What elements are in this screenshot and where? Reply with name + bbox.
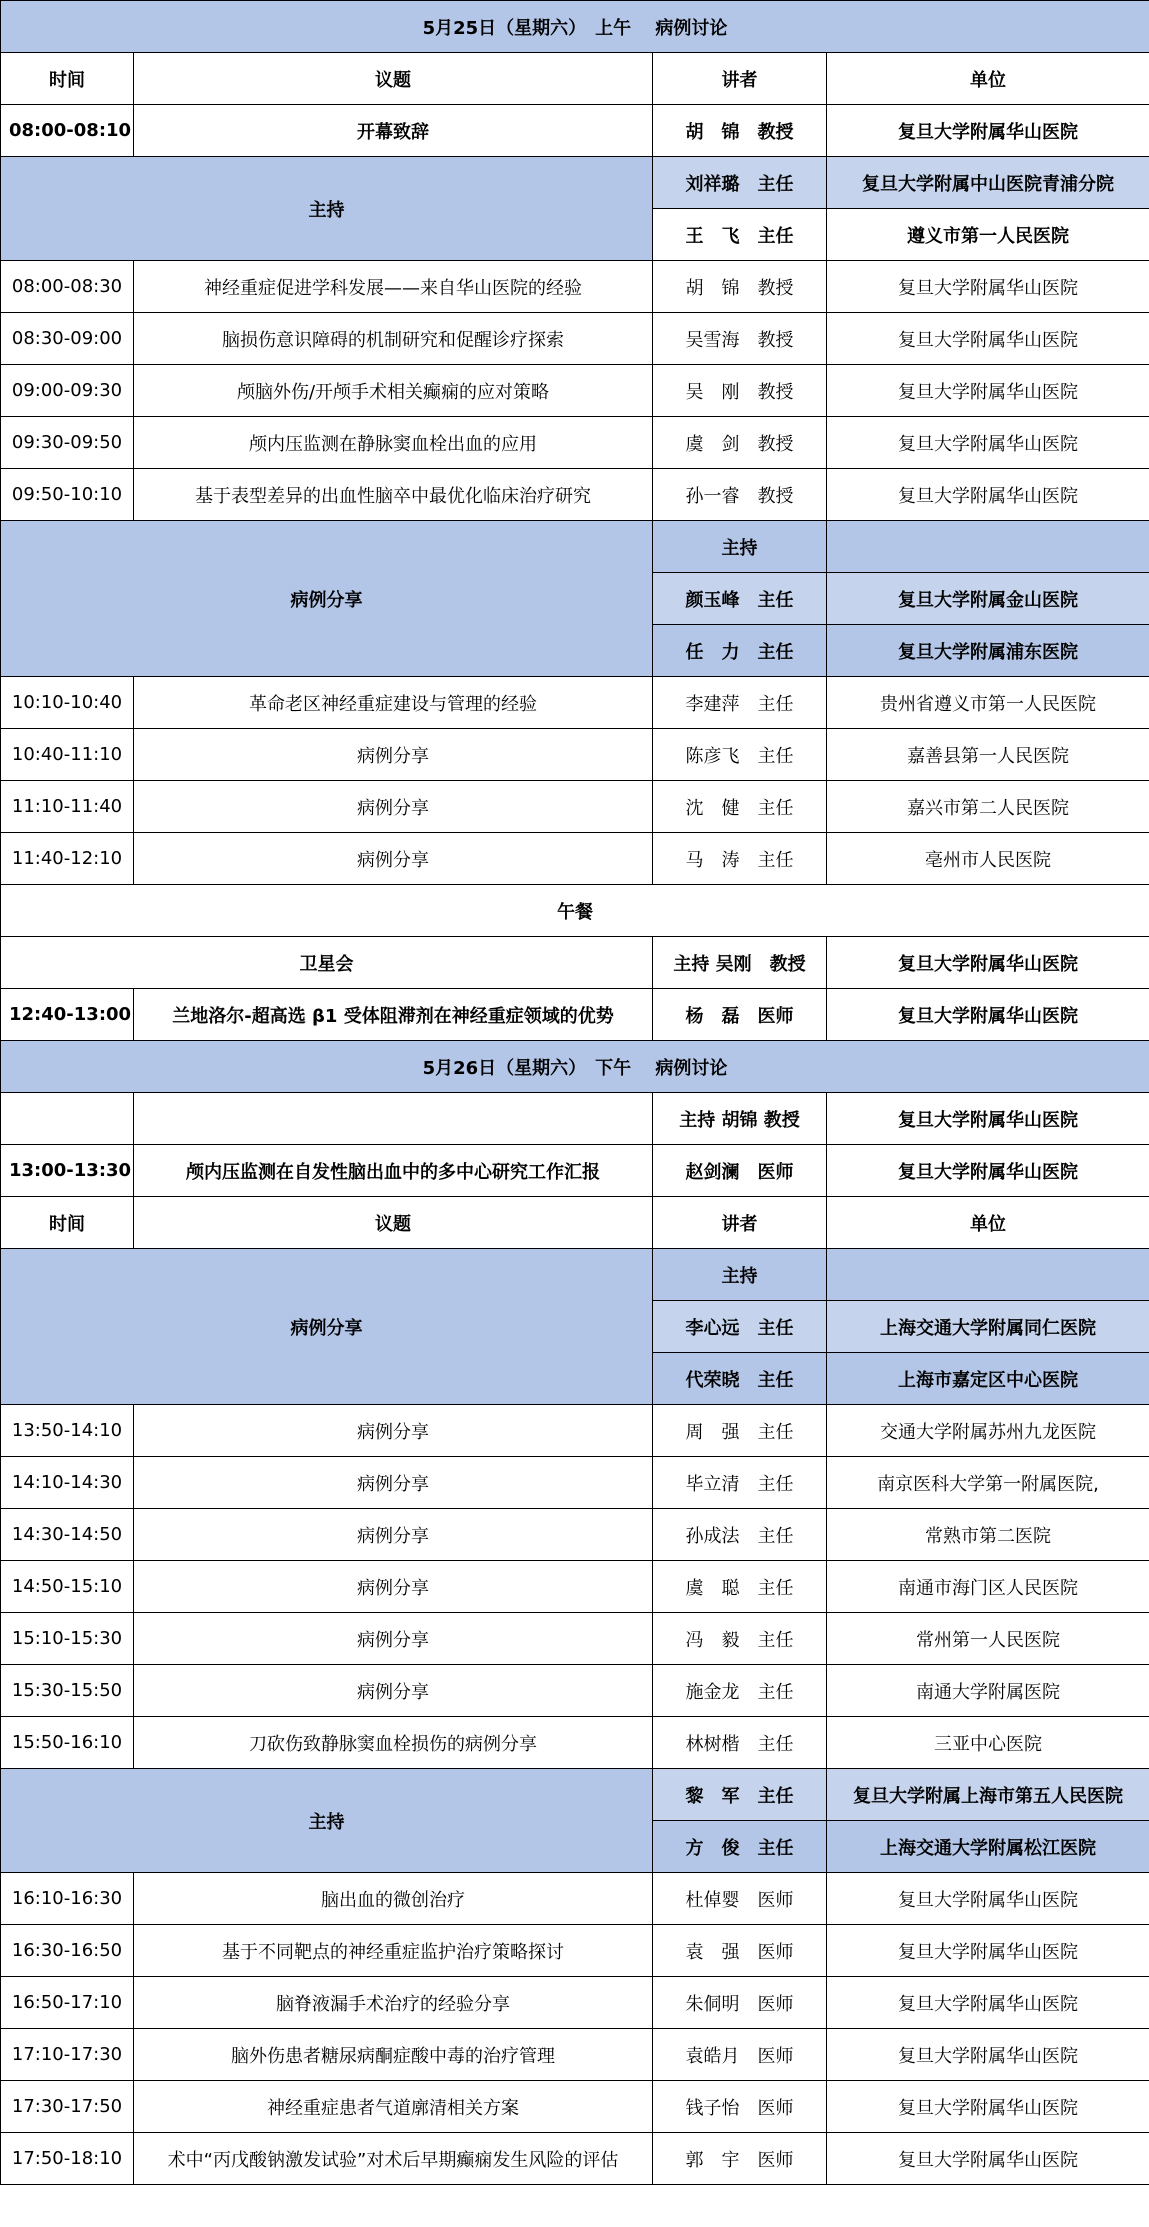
host-speaker: 黎 军 主任 <box>653 1769 827 1821</box>
talk-time: 14:30-14:50 <box>1 1509 134 1561</box>
talk-time: 16:10-16:30 <box>1 1873 134 1925</box>
session-header-row <box>1 521 1149 573</box>
talk-unit: 贵州省遵义市第一人民医院 <box>827 677 1149 729</box>
host-speaker: 李心远 主任 <box>653 1301 827 1353</box>
host-speaker: 代荣晓 主任 <box>653 1353 827 1405</box>
opening-row <box>1 105 1149 157</box>
talk-unit: 嘉兴市第二人民医院 <box>827 781 1149 833</box>
table-row <box>1 2133 1149 2185</box>
talk-speaker: 吴 刚 教授 <box>653 365 827 417</box>
table-row <box>1 469 1149 521</box>
host-label: 主持 <box>1 157 653 261</box>
talk-topic: 病例分享 <box>134 1405 653 1457</box>
talk-topic: 病例分享 <box>134 833 653 885</box>
talk-topic: 脑脊液漏手术治疗的经验分享 <box>134 1977 653 2029</box>
talk-unit: 复旦大学附属华山医院 <box>827 417 1149 469</box>
talk-unit: 南京医科大学第一附属医院, <box>827 1457 1149 1509</box>
talk-time: 13:00-13:30 <box>1 1145 134 1197</box>
host-speaker: 颜玉峰 主任 <box>653 573 827 625</box>
table-row <box>1 313 1149 365</box>
satellite-label: 卫星会 <box>1 937 653 989</box>
satellite-speaker: 杨 磊 医师 <box>653 989 827 1041</box>
talk-speaker: 林树楷 主任 <box>653 1717 827 1769</box>
talk-unit: 复旦大学附属华山医院 <box>827 1925 1149 1977</box>
header-unit: 单位 <box>827 1197 1149 1249</box>
table-row <box>1 1457 1149 1509</box>
talk-time: 08:00-08:30 <box>1 261 134 313</box>
host-row <box>1 1769 1149 1821</box>
table-row <box>1 677 1149 729</box>
talk-topic: 病例分享 <box>134 729 653 781</box>
opening-unit: 复旦大学附属华山医院 <box>827 105 1149 157</box>
talk-topic: 颅脑外伤/开颅手术相关癫痫的应对策略 <box>134 365 653 417</box>
host-unit: 复旦大学附属中山医院青浦分院 <box>827 157 1149 209</box>
talk-time: 11:10-11:40 <box>1 781 134 833</box>
talk-unit: 复旦大学附属华山医院 <box>827 1145 1149 1197</box>
talk-unit: 交通大学附属苏州九龙医院 <box>827 1405 1149 1457</box>
satellite-host: 主持 吴刚 教授 <box>653 937 827 989</box>
host-unit-empty <box>827 1249 1149 1301</box>
talk-speaker: 周 强 主任 <box>653 1405 827 1457</box>
empty-cell <box>134 1093 653 1145</box>
talk-time: 16:30-16:50 <box>1 1925 134 1977</box>
talk-topic: 病例分享 <box>134 1613 653 1665</box>
opening-time: 08:00-08:10 <box>1 105 134 157</box>
talk-time: 17:10-17:30 <box>1 2029 134 2081</box>
talk-time: 10:40-11:10 <box>1 729 134 781</box>
header-topic: 议题 <box>134 53 653 105</box>
day-header <box>1 1 1149 53</box>
talk-speaker: 杜倬婴 医师 <box>653 1873 827 1925</box>
talk-speaker: 朱侗明 医师 <box>653 1977 827 2029</box>
satellite-unit: 复旦大学附属华山医院 <box>827 989 1149 1041</box>
lunch-row <box>1 885 1149 937</box>
host-unit: 复旦大学附属金山医院 <box>827 573 1149 625</box>
talk-time: 11:40-12:10 <box>1 833 134 885</box>
talk-speaker: 李建萍 主任 <box>653 677 827 729</box>
table-row <box>1 261 1149 313</box>
header-speaker: 讲者 <box>653 53 827 105</box>
satellite-row <box>1 937 1149 989</box>
talk-speaker: 袁皓月 医师 <box>653 2029 827 2081</box>
talk-speaker: 毕立清 主任 <box>653 1457 827 1509</box>
session-label: 病例分享 <box>1 521 653 677</box>
talk-topic: 病例分享 <box>134 1561 653 1613</box>
column-header-row <box>1 53 1149 105</box>
talk-unit: 复旦大学附属华山医院 <box>827 261 1149 313</box>
table-row <box>1 417 1149 469</box>
talk-time: 15:10-15:30 <box>1 1613 134 1665</box>
host-unit: 上海市嘉定区中心医院 <box>827 1353 1149 1405</box>
talk-speaker: 孙成法 主任 <box>653 1509 827 1561</box>
talk-speaker: 赵剑澜 医师 <box>653 1145 827 1197</box>
talk-unit: 常熟市第二医院 <box>827 1509 1149 1561</box>
talk-unit: 复旦大学附属华山医院 <box>827 2133 1149 2185</box>
day-title: 5月26日（星期六） 下午 病例讨论 <box>1 1041 1149 1093</box>
day-header <box>1 1041 1149 1093</box>
talk-speaker: 虞 聪 主任 <box>653 1561 827 1613</box>
table-row <box>1 1717 1149 1769</box>
satellite-time: 12:40-13:00 <box>1 989 134 1041</box>
table-row <box>1 1509 1149 1561</box>
talk-unit: 南通大学附属医院 <box>827 1665 1149 1717</box>
talk-time: 17:50-18:10 <box>1 2133 134 2185</box>
talk-time: 16:50-17:10 <box>1 1977 134 2029</box>
talk-speaker: 马 涛 主任 <box>653 833 827 885</box>
talk-speaker: 钱子怡 医师 <box>653 2081 827 2133</box>
table-row <box>1 1613 1149 1665</box>
day-title: 5月25日（星期六） 上午 病例讨论 <box>1 1 1149 53</box>
talk-topic: 病例分享 <box>134 1665 653 1717</box>
talk-topic: 神经重症患者气道廓清相关方案 <box>134 2081 653 2133</box>
host-speaker: 王 飞 主任 <box>653 209 827 261</box>
host-unit: 复旦大学附属浦东医院 <box>827 625 1149 677</box>
talk-time: 15:50-16:10 <box>1 1717 134 1769</box>
header-unit: 单位 <box>827 53 1149 105</box>
talk-unit: 复旦大学附属华山医院 <box>827 365 1149 417</box>
column-header-row <box>1 1197 1149 1249</box>
table-row <box>1 781 1149 833</box>
talk-speaker: 陈彦飞 主任 <box>653 729 827 781</box>
talk-speaker: 郭 宇 医师 <box>653 2133 827 2185</box>
talk-speaker: 施金龙 主任 <box>653 1665 827 1717</box>
talk-topic: 刀砍伤致静脉窦血栓损伤的病例分享 <box>134 1717 653 1769</box>
talk-time: 09:50-10:10 <box>1 469 134 521</box>
talk-topic: 脑外伤患者糖尿病酮症酸中毒的治疗管理 <box>134 2029 653 2081</box>
talk-unit: 嘉善县第一人民医院 <box>827 729 1149 781</box>
host-row <box>1 157 1149 209</box>
table-row <box>1 1405 1149 1457</box>
header-speaker: 讲者 <box>653 1197 827 1249</box>
host-unit: 遵义市第一人民医院 <box>827 209 1149 261</box>
host-speaker: 方 俊 主任 <box>653 1821 827 1873</box>
host-unit: 上海交通大学附属同仁医院 <box>827 1301 1149 1353</box>
talk-unit: 三亚中心医院 <box>827 1717 1149 1769</box>
talk-topic: 病例分享 <box>134 781 653 833</box>
opening-topic: 开幕致辞 <box>134 105 653 157</box>
talk-speaker: 胡 锦 教授 <box>653 261 827 313</box>
talk-speaker: 吴雪海 教授 <box>653 313 827 365</box>
talk-time: 14:10-14:30 <box>1 1457 134 1509</box>
talk-topic: 颅内压监测在自发性脑出血中的多中心研究工作汇报 <box>134 1145 653 1197</box>
header-time: 时间 <box>1 53 134 105</box>
talk-time: 10:10-10:40 <box>1 677 134 729</box>
opening-speaker: 胡 锦 教授 <box>653 105 827 157</box>
talk-topic: 脑出血的微创治疗 <box>134 1873 653 1925</box>
satellite-talk-row <box>1 989 1149 1041</box>
lunch-label: 午餐 <box>1 885 1149 937</box>
host-speaker: 主持 胡锦 教授 <box>653 1093 827 1145</box>
talk-unit: 常州第一人民医院 <box>827 1613 1149 1665</box>
talk-topic: 病例分享 <box>134 1457 653 1509</box>
table-row <box>1 2029 1149 2081</box>
table-row <box>1 729 1149 781</box>
talk-unit: 亳州市人民医院 <box>827 833 1149 885</box>
table-row <box>1 1561 1149 1613</box>
talk-speaker: 虞 剑 教授 <box>653 417 827 469</box>
talk-unit: 南通市海门区人民医院 <box>827 1561 1149 1613</box>
table-row <box>1 1925 1149 1977</box>
talk-speaker: 沈 健 主任 <box>653 781 827 833</box>
talk-unit: 复旦大学附属华山医院 <box>827 1873 1149 1925</box>
talk-time: 09:00-09:30 <box>1 365 134 417</box>
host-row <box>1 1093 1149 1145</box>
host-speaker: 刘祥璐 主任 <box>653 157 827 209</box>
talk-topic: 神经重症促进学科发展——来自华山医院的经验 <box>134 261 653 313</box>
talk-speaker: 冯 毅 主任 <box>653 1613 827 1665</box>
table-row <box>1 1873 1149 1925</box>
schedule-body <box>1 1 1149 2185</box>
talk-time: 13:50-14:10 <box>1 1405 134 1457</box>
talk-unit: 复旦大学附属华山医院 <box>827 2029 1149 2081</box>
talk-unit: 复旦大学附属华山医院 <box>827 2081 1149 2133</box>
talk-topic: 革命老区神经重症建设与管理的经验 <box>134 677 653 729</box>
table-row <box>1 1977 1149 2029</box>
host-speaker: 任 力 主任 <box>653 625 827 677</box>
host-label: 主持 <box>653 521 827 573</box>
table-row <box>1 1665 1149 1717</box>
talk-topic: 基于不同靶点的神经重症监护治疗策略探讨 <box>134 1925 653 1977</box>
host-unit: 上海交通大学附属松江医院 <box>827 1821 1149 1873</box>
talk-unit: 复旦大学附属华山医院 <box>827 313 1149 365</box>
header-time: 时间 <box>1 1197 134 1249</box>
talk-time: 15:30-15:50 <box>1 1665 134 1717</box>
table-row <box>1 833 1149 885</box>
table-row <box>1 365 1149 417</box>
satellite-host-unit: 复旦大学附属华山医院 <box>827 937 1149 989</box>
empty-cell <box>1 1093 134 1145</box>
table-row <box>1 2081 1149 2133</box>
talk-time: 09:30-09:50 <box>1 417 134 469</box>
talk-unit: 复旦大学附属华山医院 <box>827 469 1149 521</box>
table-row <box>1 1145 1149 1197</box>
talk-time: 14:50-15:10 <box>1 1561 134 1613</box>
talk-time: 17:30-17:50 <box>1 2081 134 2133</box>
talk-topic: 基于表型差异的出血性脑卒中最优化临床治疗研究 <box>134 469 653 521</box>
talk-speaker: 袁 强 医师 <box>653 1925 827 1977</box>
talk-time: 08:30-09:00 <box>1 313 134 365</box>
talk-topic: 病例分享 <box>134 1509 653 1561</box>
host-unit-empty <box>827 521 1149 573</box>
satellite-topic: 兰地洛尔-超高选 β1 受体阻滞剂在神经重症领域的优势 <box>134 989 653 1041</box>
talk-unit: 复旦大学附属华山医院 <box>827 1977 1149 2029</box>
host-label: 主持 <box>1 1769 653 1873</box>
talk-topic: 术中“丙戊酸钠激发试验”对术后早期癫痫发生风险的评估 <box>134 2133 653 2185</box>
session-header-row <box>1 1249 1149 1301</box>
talk-topic: 脑损伤意识障碍的机制研究和促醒诊疗探索 <box>134 313 653 365</box>
session-label: 病例分享 <box>1 1249 653 1405</box>
talk-topic: 颅内压监测在静脉窦血栓出血的应用 <box>134 417 653 469</box>
host-unit: 复旦大学附属华山医院 <box>827 1093 1149 1145</box>
header-topic: 议题 <box>134 1197 653 1249</box>
host-label: 主持 <box>653 1249 827 1301</box>
host-unit: 复旦大学附属上海市第五人民医院 <box>827 1769 1149 1821</box>
talk-speaker: 孙一睿 教授 <box>653 469 827 521</box>
